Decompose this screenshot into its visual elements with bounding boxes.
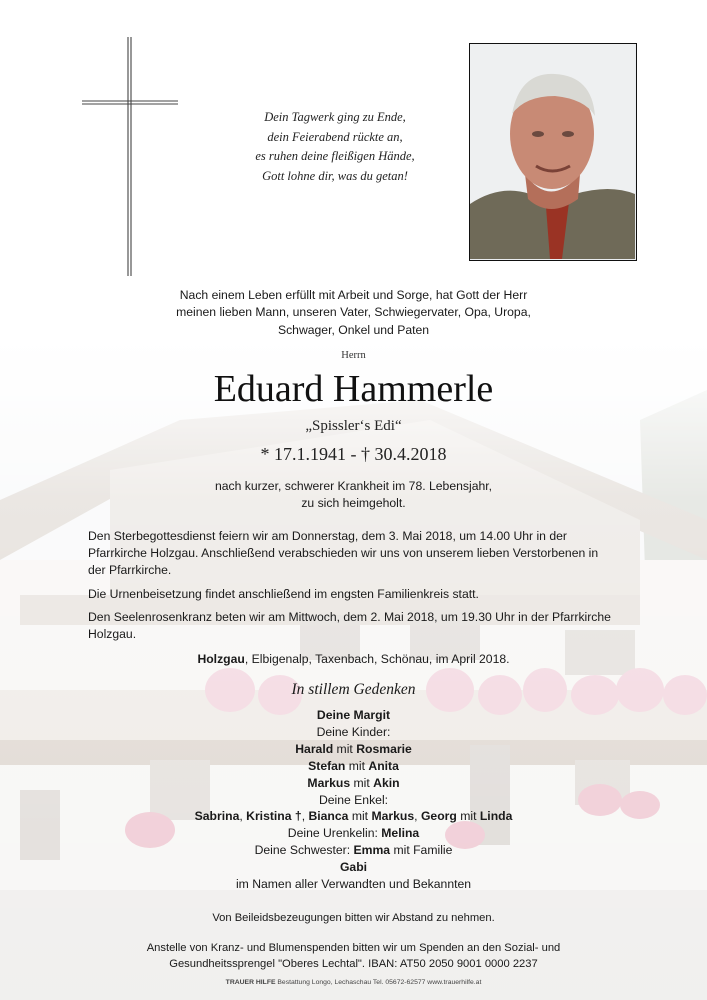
child-name: Stefan xyxy=(308,758,346,773)
great-grandchild-name: Melina xyxy=(381,826,420,841)
grandchild-name: Georg xyxy=(420,809,457,824)
child-line xyxy=(60,741,647,758)
family-list xyxy=(60,707,647,893)
poem-line: Dein Tagwerk ging zu Ende, xyxy=(264,110,406,124)
partner-name: Rosmarie xyxy=(356,741,412,756)
life-dates: * 17.1.1941 - † 30.4.2018 xyxy=(260,444,447,464)
condolences-note: Von Beileidsbezeugungen bitten wir Abstand zu nehmen. xyxy=(212,912,495,924)
donation-line: Anstelle von Kranz- und Blumenspenden bitten wir um Spenden an den Sozial- und xyxy=(146,942,561,954)
intro-line: meinen lieben Mann, unseren Vater, Schwiegervater, Opa, Uropa, xyxy=(176,305,531,320)
brand-name: TRAUER HILFE xyxy=(225,979,276,986)
sister-line xyxy=(60,842,647,859)
illness-line: nach kurzer, schwerer Krankheit im 78. Lebensjahr, xyxy=(214,479,493,493)
portrait-image xyxy=(470,44,635,259)
urn-paragraph: Die Urnenbeisetzung findet anschließend im engsten Familienkreis statt. xyxy=(88,587,479,601)
child-name: Markus xyxy=(307,775,351,790)
child-line xyxy=(60,758,647,775)
grandchild-name: Sabrina xyxy=(194,809,240,824)
donation-line: Gesundheitssprengel "Oberes Lechtal". IBAN: AT50 2050 9001 0000 2237 xyxy=(169,958,538,970)
great-grandchild-line xyxy=(60,825,647,842)
rosary-paragraph: Den Seelenrosenkranz beten wir am Mittwoch, dem 2. Mai 2018, um 19.30 Uhr in der Pfarrkirche Holzgau. xyxy=(88,610,611,642)
grandchild-name: Linda xyxy=(479,809,513,824)
nickname: „Spissler‘s Edi“ xyxy=(305,418,402,434)
location-rest: , Elbigenalp, Taxenbach, Schönau, im April 2018. xyxy=(244,652,510,666)
partner-name: Akin xyxy=(373,775,400,790)
poem-line: es ruhen deine fleißigen Hände, xyxy=(255,149,415,163)
intro-line: Schwager, Onkel und Paten xyxy=(277,322,430,337)
sep: mit xyxy=(348,809,372,824)
salutation: Herrn xyxy=(341,350,366,361)
children-label: Deine Kinder: xyxy=(316,724,391,739)
deceased-name: Eduard Hammerle xyxy=(213,368,494,410)
location-line xyxy=(60,652,647,666)
sister-rest: mit Familie xyxy=(390,843,453,858)
grandchildren-label: Deine Enkel: xyxy=(318,792,389,807)
grandchild-name: Kristina † xyxy=(246,809,302,824)
portrait-photo xyxy=(469,43,637,261)
partner-name: Anita xyxy=(368,758,399,773)
intro-line: Nach einem Leben erfüllt mit Arbeit und Sorge, hat Gott der Herr xyxy=(179,288,528,302)
grandchildren-line xyxy=(60,808,647,825)
sep: mit xyxy=(456,809,480,824)
other-mourner: Gabi xyxy=(339,860,368,875)
sister-name: Emma xyxy=(353,843,391,858)
poem xyxy=(230,108,440,186)
sep: , xyxy=(301,809,309,824)
brand-details: Bestattung Longo, Lechaschau Tel. 05672-62577 www.trauerhilfe.at xyxy=(275,979,482,986)
sep: , xyxy=(239,809,247,824)
illness-text xyxy=(60,478,647,512)
grandchild-name: Bianca xyxy=(308,809,349,824)
service-paragraph: Den Sterbegottesdienst feiern wir am Donnerstag, dem 3. Mai 2018, um 14.00 Uhr in der Pfarrkirche Holzgau. Anschließend verabschieden wir uns von unserem lieben Verstorbenen in der Pfarrkirche. xyxy=(88,529,599,578)
donation-note xyxy=(60,940,647,972)
cross-icon xyxy=(82,35,182,280)
child-line xyxy=(60,775,647,792)
poem-line: dein Feierabend rückte an, xyxy=(267,129,403,144)
poem-line: Gott lohne dir, was du getan! xyxy=(262,168,408,183)
memorial-heading: In stillem Gedenken xyxy=(291,681,416,698)
conj: mit xyxy=(333,741,357,756)
funeral-home-footer xyxy=(0,979,707,986)
conj: mit xyxy=(350,775,374,790)
sister-label: Deine Schwester: xyxy=(254,843,354,858)
relatives-line: im Namen aller Verwandten und Bekannten xyxy=(235,877,472,892)
conj: mit xyxy=(345,758,369,773)
great-grandchild-label: Deine Urenkelin: xyxy=(287,826,382,841)
grandchild-name: Markus xyxy=(371,809,415,824)
wife: Deine Margit xyxy=(316,708,391,722)
illness-line: zu sich heimgeholt. xyxy=(301,496,406,510)
intro-text xyxy=(60,287,647,339)
child-name: Harald xyxy=(295,741,334,756)
location-bold: Holzgau xyxy=(197,652,245,666)
sep: , xyxy=(414,809,421,824)
